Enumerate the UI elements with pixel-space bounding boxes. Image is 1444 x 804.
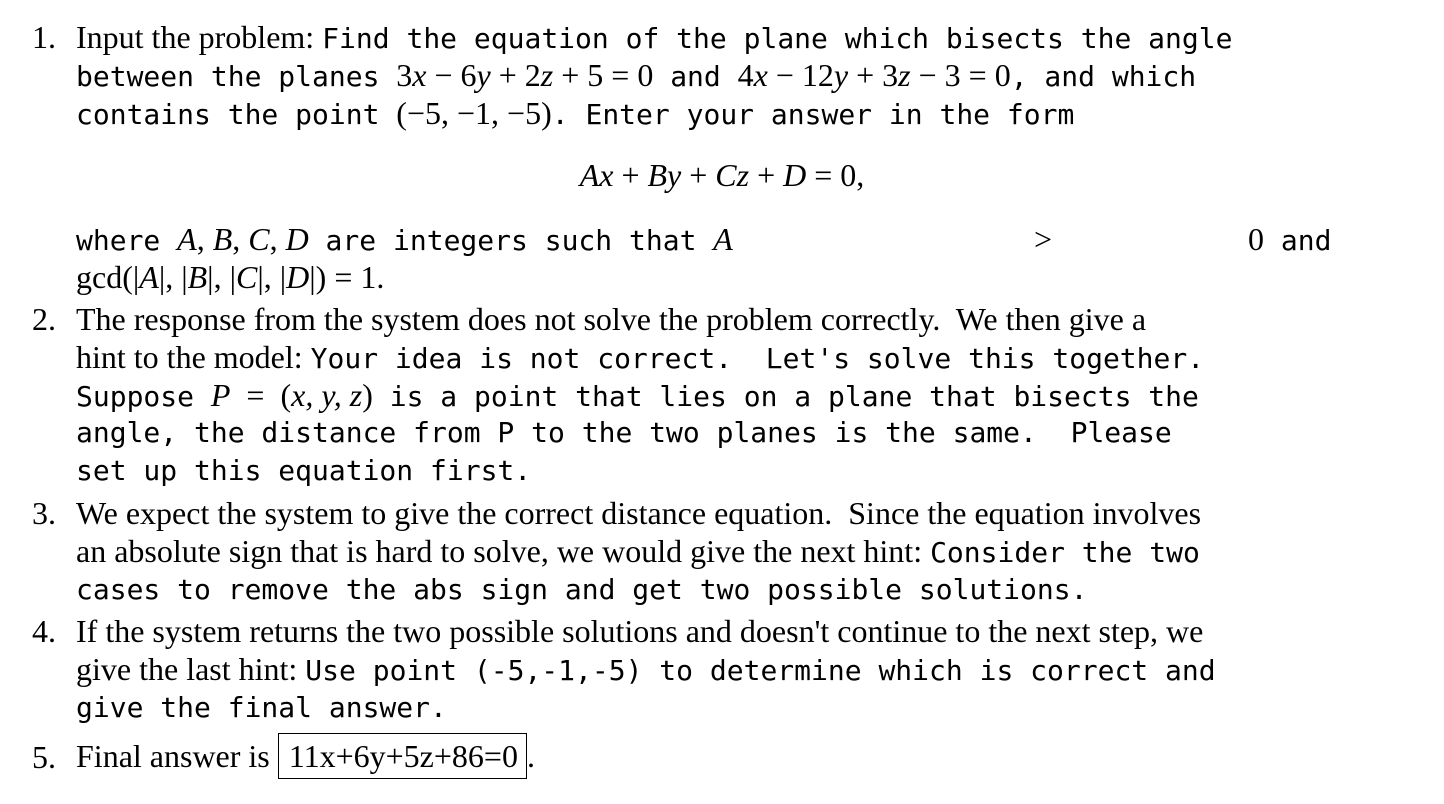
item2-line4: angle, the distance from P to the two planes is the same. Please: [76, 416, 1172, 449]
item-number: 5.: [32, 739, 56, 775]
item1-line3: contains the point (−5, −1, −5). Enter your answer in the form: [76, 95, 1075, 131]
greater-than-sign: >: [1034, 221, 1053, 257]
final-period: .: [526, 738, 535, 774]
item3-line3: cases to remove the abs sign and get two possible solutions.: [76, 573, 1088, 606]
item-number: 4.: [32, 613, 56, 649]
item4-line2: give the last hint: Use point (-5,-1,-5) to determine which is correct and: [76, 651, 1216, 687]
display-equation: Ax + By + Cz + D = 0,: [579, 157, 865, 193]
item2-line3: Suppose P = (x, y, z) is a point that lies on a plane that bisects the: [76, 377, 1199, 413]
final-answer-label: Final answer is: [76, 738, 270, 774]
item2-line1: The response from the system does not solve the problem correctly. We then give a: [76, 301, 1147, 337]
item1-where-line: where A, B, C, D are integers such that A: [76, 221, 733, 257]
item1-gcd-line: gcd(|A|, |B|, |C|, |D|) = 1.: [76, 259, 385, 295]
item3-line1: We expect the system to give the correct distance equation. Since the equation involves: [76, 495, 1202, 531]
item2-line5: set up this equation first.: [76, 454, 532, 487]
item-number: 3.: [32, 495, 56, 531]
item-number: 2.: [32, 301, 56, 337]
item4-line1: If the system returns the two possible solutions and doesn't continue to the next step, we: [76, 613, 1204, 649]
item5-line: [76, 732, 535, 780]
boxed-final-answer: 11x+6y+5z+86=0: [278, 733, 527, 779]
item1-line1: Input the problem: Find the equation of the plane which bisects the angle: [76, 19, 1233, 55]
item1-zero-and: 0 and: [1248, 221, 1332, 257]
item3-line2: an absolute sign that is hard to solve, we would give the next hint: Consider the two: [76, 533, 1200, 569]
item2-line2: hint to the model: Your idea is not correct. Let's solve this together.: [76, 339, 1205, 375]
item4-line3: give the final answer.: [76, 691, 447, 724]
item1-line2: between the planes 3x − 6y + 2z + 5 = 0 and 4x − 12y + 3z − 3 = 0, and which: [76, 57, 1197, 93]
item-number: 1.: [32, 19, 56, 55]
